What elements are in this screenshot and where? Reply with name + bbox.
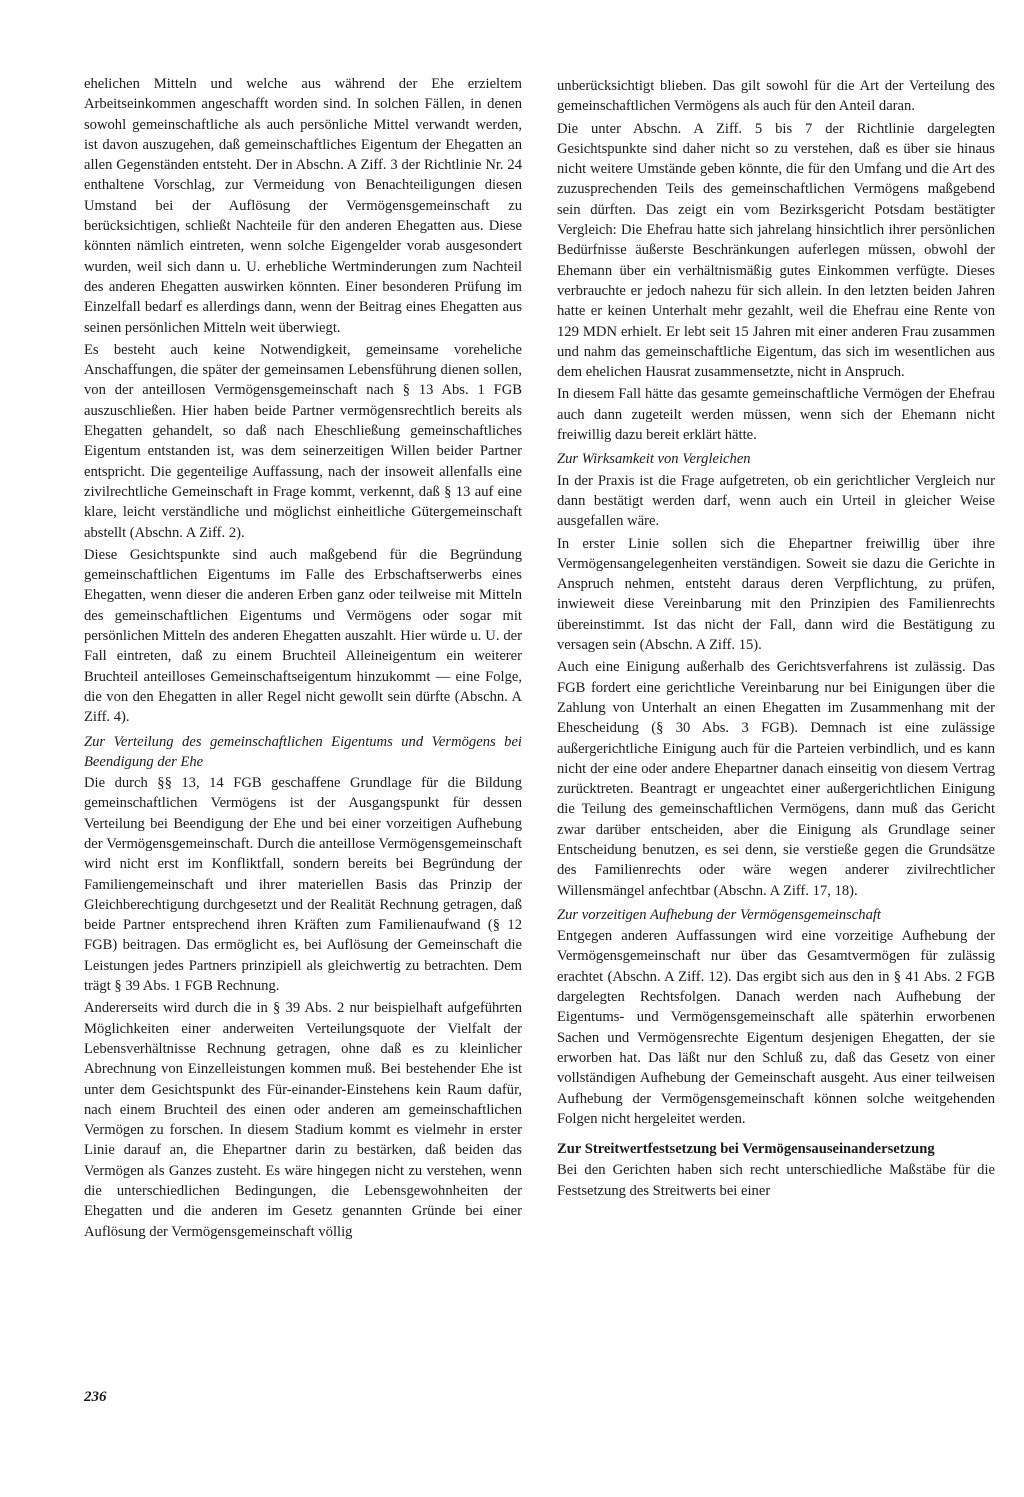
paragraph: Es besteht auch keine Notwendigkeit, gemeinsame voreheliche Anschaffungen, die später der gemeinsamen Lebensführung dienen sollen, von der anteillosen Vermögensgemeinschaft nach § 13 Abs. 1 FGB auszuschließen. Hier haben beide Partner vermögensrechtlich bereits als Ehegatten gehandelt, so daß nach Eheschließung gemeinschaftliches Eigentum entstanden ist, was dem seinerzeitigen Willen beider Partner entspricht. Die gegenteilige Auffassung, nach der insoweit allenfalls eine zivilrechtliche Gemeinschaft in Frage kommt, verkennt, daß § 13 auf eine klare, leicht verständliche und möglichst einheitliche Gütergemeinschaft abstellt (Abschn. A Ziff. 2). <box>84 341 522 541</box>
section-heading-bold: Zur Streitwertfestsetzung bei Vermögensauseinandersetzung <box>557 1141 935 1158</box>
section-heading: Zur Verteilung des gemeinschaftlichen Eigentums und Vermögens bei Beendigung der Ehe <box>84 733 522 770</box>
section-heading: Zur vorzeitigen Aufhebung der Vermögensgemeinschaft <box>557 906 881 923</box>
section-heading: Zur Wirksamkeit von Vergleichen <box>557 451 751 468</box>
left-column <box>84 74 522 1244</box>
paragraph: Entgegen anderen Auffassungen wird eine vorzeitige Aufhebung der Vermögensgemeinschaft nur über das Gesamtvermögen für zulässig erachtet (Abschn. A Ziff. 12). Das ergibt sich aus den in § 41 Abs. 2 FGB dargelegten Rechtsfolgen. Danach werden nach Aufhebung der Eigentums- und Vermögensgemeinschaft alle späterhin erworbenen Sachen und Vermögensrechte Eigentum desjenigen Ehegatten, der sie erworben hat. Das läßt nur den Schluß zu, daß das Gesetz von einer vollständigen Aufhebung der Gemeinschaft ausgeht. Aus einer teilweisen Aufhebung der Vermögensgemeinschaft können solche weitgehenden Folgen nicht hergeleitet werden. <box>557 928 995 1127</box>
page-number: 236 <box>84 1389 107 1405</box>
paragraph: ehelichen Mitteln und welche aus während der Ehe erzieltem Arbeitseinkommen angeschafft worden sind. In solchen Fällen, in denen sowohl gemeinschaftliche als auch persönliche Mittel verwandt werden, ist davon auszugehen, daß gemeinschaftliches Eigentum der Ehegatten an allen Gegenständen entsteht. Der in Abschn. A Ziff. 3 der Richtlinie Nr. 24 enthaltene Vorschlag, zur Vermeidung von Benachteiligungen diesen Umstand bei der Auflösung der Vermögensgemeinschaft zu berücksichtigen, schließt Nachteile für den anderen Ehegatten aus. Diese könnten nämlich eintreten, wenn solche Eigengelder vorab ausgesondert wurden, weil sich dann u. U. erhebliche Wertminderungen zum Nachteil des anderen Ehegatten auswirken könnten. Einer besonderen Prüfung im Einzelfall bedarf es allerdings dann, wenn der Beitrag eines Ehegatten aus seinen persönlichen Mitteln weit überwiegt. <box>84 76 522 336</box>
paragraph: unberücksichtigt blieben. Das gilt sowohl für die Art der Verteilung des gemeinschaftlichen Vermögens als auch für den Anteil daran. <box>557 78 995 115</box>
paragraph: Diese Gesichtspunkte sind auch maßgebend für die Begründung gemeinschaftlichen Eigentums im Falle des Erbschaftserwerbs eines Ehegatten, wenn dieser die anderen Erben ganz oder teilweise mit Mitteln des gemeinschaftlichen Eigentums und Vermögens oder sogar mit persönlichen Mitteln des anderen Ehegatten auszahlt. Hier würde u. U. der Fall eintreten, daß zu einem Bruchteil Alleineigentum ein weiterer Bruchteil anteilloses Gemeinschaftseigentum hinzukommt — eine Folge, die von den Ehegatten in aller Regel nicht gewollt sein dürfte (Abschn. A Ziff. 4). <box>84 546 522 726</box>
paragraph: Die unter Abschn. A Ziff. 5 bis 7 der Richtlinie dargelegten Gesichtspunkte sind daher nicht so zu verstehen, daß es über sie hinaus nicht weitere Umstände geben könnte, die für den Umfang und die Art des zuzusprechenden Teils des gemeinschaftlichen Vermögens maßgebend sein dürften. Das zeigt ein vom Bezirksgericht Potsdam bestätigter Vergleich: Die Ehefrau hatte sich jahrelang hinsichtlich ihrer persönlichen Bedürfnisse äußerste Beschränkungen auferlegen müssen, obwohl der Ehemann über ein verhältnismäßig gutes Einkommen verfügte. Dieses verbrauchte er jedoch nahezu für sich allein. In den letzten beiden Jahren hatte er keinen Unterhalt mehr gezahlt, weil die Ehefrau eine Rente von 129 MDN erhielt. Er lebt seit 15 Jahren mit einer anderen Frau zusammen und nahm das gemeinschaftliche Eigentum, das sich im wesentlichen aus dem ehelichen Hausrat zusammensetzte, nicht in Anspruch. <box>557 120 995 381</box>
paragraph: In der Praxis ist die Frage aufgetreten, ob ein gerichtlicher Vergleich nur dann bestätigt werden darf, wenn auch ein Urteil in gleicher Weise ausgefallen wäre. <box>557 472 995 530</box>
right-column <box>557 76 995 1203</box>
paragraph: Andererseits wird durch die in § 39 Abs. 2 nur beispielhaft aufgeführten Möglichkeiten einer anderweiten Verteilungsquote der Vielfalt der Lebensverhältnisse Rechnung getragen, ohne daß es zu kleinlicher Abrechnung von Einzelleistungen kommen muß. Bei bestehender Ehe ist unter dem Gesichtspunkt des Für-einander-Einstehens kein Raum dafür, nach einem Bruchteil des einen oder anderen am gemeinschaftlichen Vermögen zu forschen. In diesem Stadium kommt es vielmehr in erster Linie darauf an, die Ehepartner darin zu bestärken, daß beiden das Vermögen als Ganzes zusteht. Es wäre hingegen nicht zu verstehen, wenn die unterschiedlichen Bedingungen, die Lebensgewohnheiten der Ehegatten und die anderen im Gesetz genannten Gründe bei einer Auflösung der Vermögensgemeinschaft völlig <box>84 1000 522 1240</box>
paragraph: Bei den Gerichten haben sich recht unterschiedliche Maßstäbe für die Festsetzung des Streitwerts bei einer <box>557 1162 995 1199</box>
paragraph: In diesem Fall hätte das gesamte gemeinschaftliche Vermögen der Ehefrau auch dann zugeteilt werden müssen, wenn sich der Ehemann nicht freiwillig dazu bereit erklärt hätte. <box>557 386 995 444</box>
paragraph: Auch eine Einigung außerhalb des Gerichtsverfahrens ist zulässig. Das FGB fordert eine gerichtliche Vereinbarung nur bei Einigungen über die Zahlung von Unterhalt an einen Ehegatten im Zusammenhang mit der Ehescheidung (§ 30 Abs. 3 FGB). Demnach ist eine zulässige außergerichtliche Einigung auch für die Parteien verbindlich, und es kann nicht der eine oder andere Ehepartner danach einseitig von diesem Vertrag zurücktreten. Beantragt er ungeachtet einer außergerichtlichen Einigung die Teilung des gemeinschaftlichen Vermögens, dann muß das Gericht zwar darüber entscheiden, aber die Einigung als Grundlage seiner Entscheidung benutzen, es sei denn, sie verstieße gegen die Grundsätze des Familienrechts oder wäre wegen anderer zivilrechtlicher Willensmängel anfechtbar (Abschn. A Ziff. 17, 18). <box>557 659 995 899</box>
paragraph: In erster Linie sollen sich die Ehepartner freiwillig über ihre Vermögensangelegenheiten verständigen. Soweit sie dazu die Gerichte in Anspruch nehmen, entsteht daraus deren Verpflichtung, zu prüfen, inwieweit diese Vereinbarung mit den Prinzipien des Familienrechts übereinstimmt. Ist das nicht der Fall, dann wird die Bestätigung zu versagen sein (Abschn. A Ziff. 15). <box>557 535 995 654</box>
paragraph: Die durch §§ 13, 14 FGB geschaffene Grundlage für die Bildung gemeinschaftlichen Vermögens ist der Ausgangspunkt für dessen Verteilung bei Beendigung der Ehe und bei einer vorzeitigen Aufhebung der Vermögensgemeinschaft. Durch die anteillose Vermögensgemeinschaft wird nicht erst im Konfliktfall, sondern bereits bei Begründung der Familiengemeinschaft und ihrer materiellen Basis das Prinzip der Gleichberechtigung durchgesetzt und der Realität Rechnung getragen, daß beide Partner entsprechend ihren Kräften zum Familienaufwand (§ 12 FGB) beitragen. Das ermöglicht es, bei Auflösung der Gemeinschaft die Leistungen jedes Partners prinzipiell als gleichwertig zu betrachten. Dem trägt § 39 Abs. 1 FGB Rechnung. <box>84 775 522 995</box>
